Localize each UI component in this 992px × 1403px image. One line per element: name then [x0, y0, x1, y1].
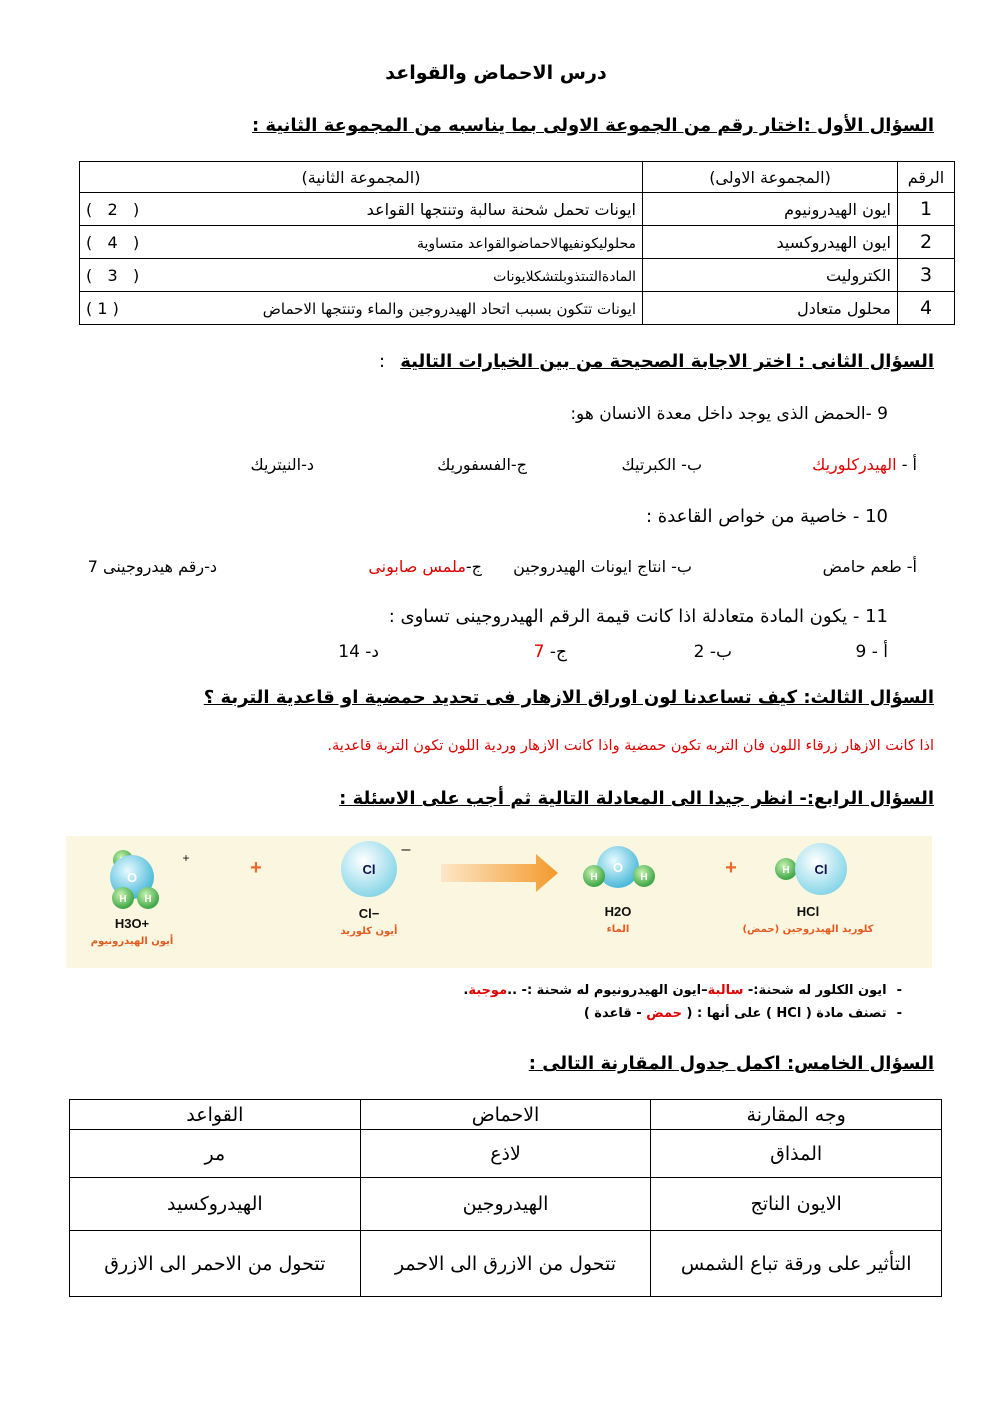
q2-colon: : [379, 351, 386, 372]
formula-cl: Cl− [358, 906, 380, 921]
answer-negative: سالبة [707, 983, 744, 998]
group1-cell: ايون الهيدرونيوم [643, 193, 898, 226]
q11-stem: 11 - يكون المادة متعادلة اذا كانت قيمة الرقم الهيدروجينى تساوى : [388, 606, 888, 627]
svg-text:+: + [182, 851, 190, 865]
group2-text: المادةالتىتذوبلتشكلايونات [493, 268, 636, 285]
group1-cell: محلول متعادل [643, 292, 898, 325]
hydronium-molecule [110, 850, 190, 909]
correct-answer: ملمس صابونى [368, 557, 466, 576]
header-aspect: وجه المقارنة [651, 1100, 942, 1130]
bullet-text: تصنف مادة ( HCl ) على أنها : ( [682, 1006, 887, 1021]
row-number: 4 [898, 292, 955, 325]
table-header-row [80, 162, 955, 193]
row-number: 1 [898, 193, 955, 226]
q10-stem: 10 - خاصية من خواص القاعدة : [646, 506, 888, 527]
header-group2: (المجموعة الثانية) [80, 162, 643, 193]
svg-text:H: H [640, 872, 648, 883]
q9-option-b: ب- الكبرتيك [621, 455, 702, 474]
table-row [80, 259, 955, 292]
q3-heading: السؤال الثالث: كيف تساعدنا لون اوراق الازهار فى تحديد حمضية او قاعدية التربة ؟ [203, 687, 934, 708]
table-row [80, 292, 955, 325]
option-letter: ج- [544, 642, 567, 662]
table-row [80, 193, 955, 226]
arrow-right-icon [441, 854, 558, 892]
q11-option-b: ب- 2 [693, 642, 732, 662]
table-cell: مر [70, 1130, 361, 1178]
reaction-figure [66, 836, 932, 968]
q10-option-b: ب- انتاج ايونات الهيدروجين [513, 557, 692, 576]
group2-text: ايونات تتكون بسبب اتحاد الهيدروجين والماء وتنتجها الاحماض [262, 299, 636, 318]
q9-option-a [812, 455, 917, 474]
table-cell: لاذع [360, 1130, 651, 1178]
correct-answer: الهيدركلوريك [812, 455, 897, 474]
table-cell: تتحول من الاحمر الى الازرق [70, 1231, 361, 1297]
table-cell: التأثير على ورقة تباع الشمس [651, 1231, 942, 1297]
group2-cell [80, 259, 643, 292]
formula-h3o: H3O+ [114, 916, 150, 931]
table-cell: الايون الناتج [651, 1178, 942, 1231]
table-header-row [70, 1100, 942, 1130]
header-acids: الاحماض [360, 1100, 651, 1130]
chloride-ion [341, 841, 411, 897]
header-group1: (المجموعة الاولى) [643, 162, 898, 193]
svg-text:–: – [401, 841, 411, 858]
hcl-molecule [775, 843, 847, 895]
reaction-diagram [66, 836, 932, 968]
svg-text:H: H [144, 894, 152, 905]
svg-text:Cl: Cl [814, 862, 828, 877]
group2-cell [80, 226, 643, 259]
table-cell: المذاق [651, 1130, 942, 1178]
answer-number: ( 4 ) [86, 232, 140, 252]
water-molecule [583, 846, 655, 888]
group2-cell [80, 193, 643, 226]
bullet-text: ايون الكلور له شحنة:- [743, 983, 887, 998]
q2-heading-line [379, 351, 934, 372]
formula-hcl: HCl [796, 904, 820, 919]
q10-option-c [368, 557, 482, 576]
row-number: 2 [898, 226, 955, 259]
svg-text:O: O [126, 870, 138, 885]
q11-option-c [534, 642, 567, 662]
option-letter: ج- [465, 557, 482, 576]
matching-table [79, 161, 955, 325]
q2-heading: السؤال الثانى : اختر الاجابة الصحيحة من بين الخيارات التالية [400, 351, 934, 372]
answer-number: ( 2 ) [86, 199, 140, 219]
svg-text:O: O [612, 860, 624, 875]
q9-stem: 9 -الحمض الذى يوجد داخل معدة الانسان هو: [570, 404, 888, 424]
group2-cell [80, 292, 643, 325]
table-cell: الهيدروجين [360, 1178, 651, 1231]
name-h2o: الماء [606, 924, 630, 935]
group1-cell: ايون الهيدروكسيد [643, 226, 898, 259]
svg-text:H: H [782, 865, 790, 876]
svg-text:H: H [119, 894, 127, 905]
name-hcl: كلوريد الهيدروجين (حمض) [742, 924, 874, 935]
q10-option-d: د-رقم هيدروجينى 7 [87, 557, 217, 576]
bullet-text: - قاعدة ) [583, 1006, 647, 1021]
q5-heading: السؤال الخامس: اكمل جدول المقارنة التالى : [528, 1053, 934, 1074]
q4-heading: السؤال الرابع:- انظر جيدا الى المعادلة التالية ثم أجب على الاسئلة : [339, 788, 934, 809]
q9-option-d: د-النيتريك [250, 455, 314, 474]
q11-option-a: أ - 9 [855, 642, 888, 662]
plus-sign: + [725, 857, 737, 879]
plus-sign: + [250, 857, 262, 879]
table-row [70, 1178, 942, 1231]
bullet-text: –ايون الهيدرونيوم له شحنة :- .. [507, 983, 708, 998]
answer-acid: حمض [646, 1006, 683, 1021]
table-row [70, 1130, 942, 1178]
group2-text: محلوليكونفيهالاحماضوالقواعد متساوية [416, 235, 636, 252]
answer-number: ( 3 ) [86, 265, 140, 285]
svg-text:H: H [590, 872, 598, 883]
q9-option-c: ج-الفسفوريك [437, 455, 527, 474]
answer-positive: موجبة [468, 983, 508, 998]
header-bases: القواعد [70, 1100, 361, 1130]
bullet-charges: -ايون الكلور له شحنة:- سالبة–ايون الهيدرونيوم له شحنة :- ..موجبة. [463, 983, 902, 998]
group1-cell: الكتروليت [643, 259, 898, 292]
name-h3o: أيون الهيدرونيوم [90, 936, 174, 947]
row-number: 3 [898, 259, 955, 292]
q3-answer: اذا كانت الازهار زرقاء اللون فان التربه تكون حمضية واذا كانت الازهار وردية اللون تكون التربة قاعدية. [327, 738, 934, 754]
svg-text:Cl: Cl [362, 862, 376, 877]
header-number: الرقم [898, 162, 955, 193]
table-row [80, 226, 955, 259]
bullet-classify: -تصنف مادة ( HCl ) على أنها : ( حمض - قاعدة ) [583, 1006, 902, 1021]
group2-text: ايونات تحمل شحنة سالبة وتنتجها القواعد [366, 199, 636, 219]
q10-option-a: أ- طعم حامض [822, 557, 917, 576]
formula-h2o: H2O [604, 904, 632, 919]
name-cl: أيون كلوريد [340, 926, 398, 937]
q11-option-d: د- 14 [338, 642, 379, 662]
table-cell: تتحول من الازرق الى الاحمر [360, 1231, 651, 1297]
table-cell: الهيدروكسيد [70, 1178, 361, 1231]
q1-heading: السؤال الأول :اختار رقم من الجموعة الاولى بما يناسبه من المجموعة الثانية : [251, 115, 934, 136]
correct-answer: 7 [533, 642, 545, 662]
table-row [70, 1231, 942, 1297]
bullet-text: . [463, 983, 469, 998]
page-title: درس الاحماض والقواعد [385, 62, 607, 84]
answer-number: ( 1 ) [86, 298, 119, 318]
option-letter: أ - [896, 455, 917, 474]
comparison-table [69, 1099, 942, 1297]
